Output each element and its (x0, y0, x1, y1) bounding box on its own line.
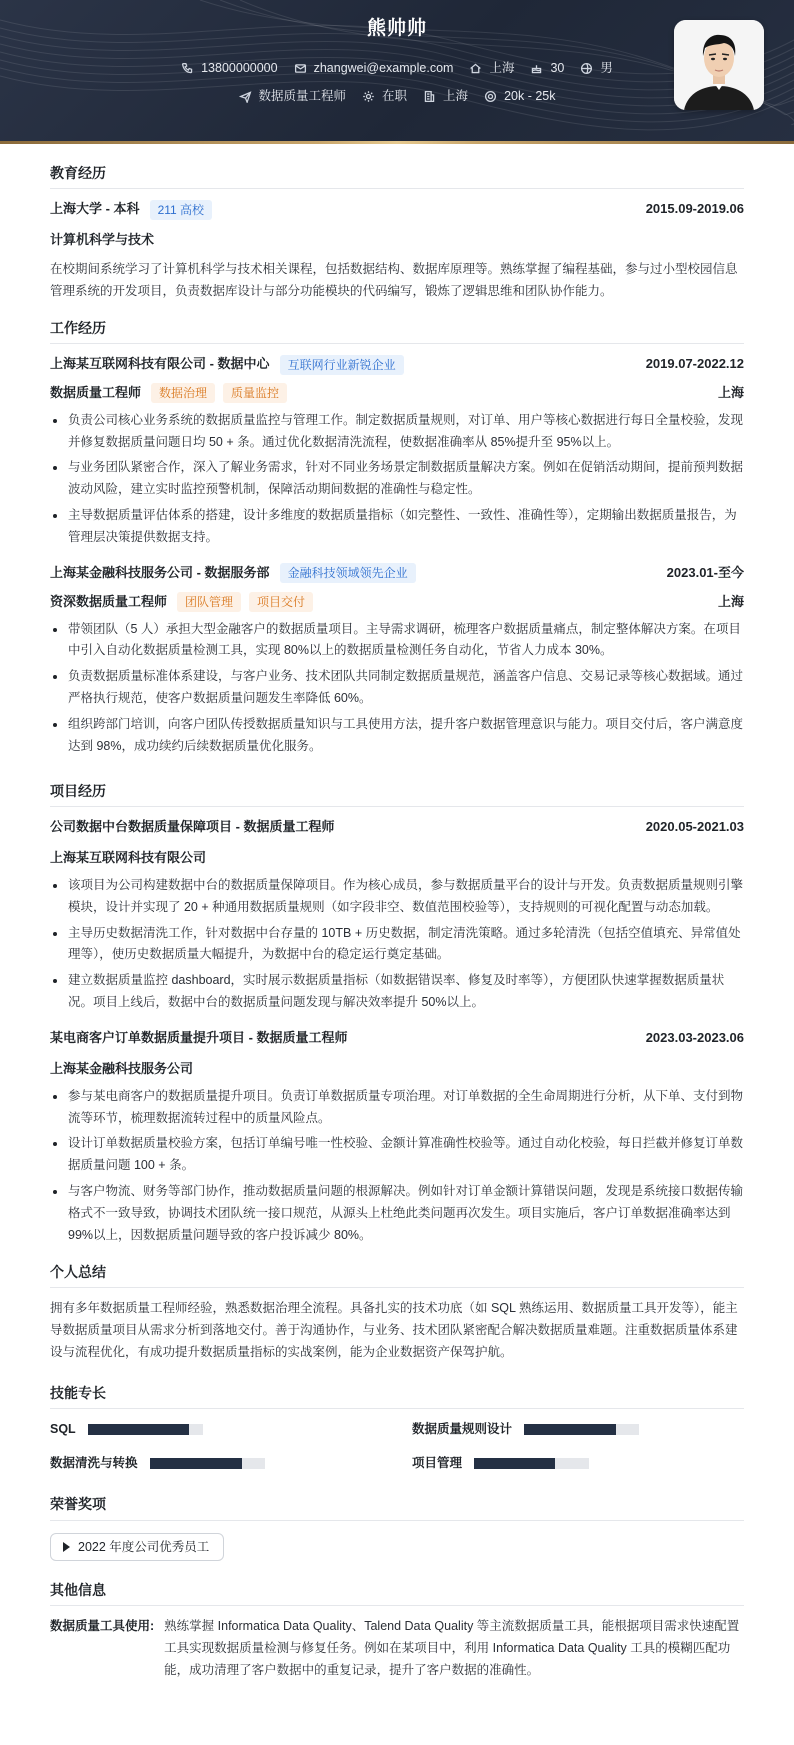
work-period: 2023.01-至今 (666, 564, 744, 580)
section-title-awards: 荣誉奖项 (50, 1493, 744, 1520)
other-info-text: 熟练掌握 Informatica Data Quality、Talend Data Quality 等主流数据质量工具，能根据项目需求快速配置工具实现数据质量检测与修复任务。例如在某项目中，利用 Informatica Data Quality 工具的模糊匹配功能，成功清理了客户数据中的重复记录，提升了客户数据的准确性。 (164, 1618, 740, 1677)
skill-bar-fill (88, 1424, 189, 1435)
skill-item (50, 1419, 382, 1439)
job-title: 数据质量工程师 (50, 384, 142, 400)
project-period: 2023.03-2023.06 (645, 1030, 744, 1046)
other-info-row (50, 1616, 744, 1682)
resume-header (0, 0, 794, 144)
education-description: 在校期间系统学习了计算机科学与技术相关课程，包括数据结构、数据库原理等。熟练掌握了编程基础，参与过小型校园信息管理系统的开发项目，负责数据库设计与部分功能模块的代码编写，锻炼了逻辑思维和团队协作能力。 (50, 261, 738, 298)
skill-bar (150, 1458, 265, 1469)
education-entry (50, 199, 744, 302)
skill-item (412, 1453, 744, 1473)
list-item: 主导历史数据清洗工作，针对数据中台存量的 10TB + 历史数据，制定清洗策略。通过多轮清洗（包括空值填充、异常值处理等），使历史数据质量大幅提升，为数据中台的稳定运行奠定基础。 (50, 923, 744, 967)
target-role-item (239, 86, 347, 106)
salary-item (484, 86, 555, 106)
target-role-text: 数据质量工程师 (258, 89, 347, 103)
status-text: 在职 (382, 89, 408, 103)
skill-name: 项目管理 (412, 1456, 463, 1471)
phone-text: 13800000000 (201, 61, 278, 75)
role-tag: 质量监控 (223, 383, 287, 403)
work-bullets (50, 410, 744, 549)
target-city-item (423, 86, 468, 106)
skill-bar-fill (474, 1458, 555, 1469)
school-name: 上海大学 - 本科 (50, 201, 140, 217)
other-info-label: 数据质量工具使用: (50, 1618, 155, 1633)
send-icon (239, 90, 252, 103)
section-title-work: 工作经历 (50, 317, 744, 344)
section-title-summary: 个人总结 (50, 1261, 744, 1288)
resume-body (0, 144, 794, 1682)
company-tag: 金融科技领域领先企业 (280, 563, 416, 583)
project-bullets (50, 1086, 744, 1247)
list-item: 组织跨部门培训，向客户团队传授数据质量知识与工具使用方法，提升客户数据管理意识与能力。项目交付后，客户满意度达到 98%，成功续约后续数据质量优化服务。 (50, 714, 744, 758)
job-title: 资深数据质量工程师 (50, 593, 168, 609)
project-org: 上海某互联网科技有限公司 (50, 850, 207, 865)
school-tag: 211 高校 (150, 200, 212, 220)
work-period: 2019.07-2022.12 (645, 356, 744, 372)
list-item: 主导数据质量评估体系的搭建，设计多维度的数据质量指标（如完整性、一致性、准确性等），定期输出数据质量报告，为管理层决策提供数据支持。 (50, 505, 744, 549)
email-item (294, 58, 454, 78)
section-title-projects: 项目经历 (50, 780, 744, 807)
list-item: 参与某电商客户的数据质量提升项目。负责订单数据质量专项治理。对订单数据的全生命周期进行分析，从下单、支付到物流等环节，梳理数据流转过程中的质量风险点。 (50, 1086, 744, 1130)
company-tag: 互联网行业新锐企业 (280, 355, 404, 375)
project-entry (50, 1028, 744, 1247)
list-item: 建立数据质量监控 dashboard，实时展示数据质量指标（如数据错误率、修复及时率等），方便团队快速掌握数据质量状况。项目上线后，数据中台的数据质量问题发现与解决效率提升 50%以上。 (50, 970, 744, 1014)
award-label: 2022 年度公司优秀员工 (78, 1539, 210, 1554)
home-icon (469, 62, 482, 75)
coin-icon (484, 90, 497, 103)
work-location: 上海 (717, 593, 744, 609)
project-period: 2020.05-2021.03 (645, 819, 744, 835)
header-gold-rule (0, 141, 794, 144)
phone-icon (181, 62, 194, 75)
skills-grid (50, 1419, 744, 1473)
candidate-name: 熊帅帅 (366, 18, 427, 39)
company-name: 上海某互联网科技有限公司 - 数据中心 (50, 356, 270, 372)
skill-name: SQL (50, 1422, 76, 1437)
section-title-other: 其他信息 (50, 1579, 744, 1606)
gender-item (580, 58, 613, 78)
status-item (362, 86, 407, 106)
building-icon (423, 90, 436, 103)
email-text: zhangwei@example.com (313, 61, 454, 75)
list-item: 该项目为公司构建数据中台的数据质量保障项目。作为核心成员，参与数据质量平台的设计与开发。负责数据质量规则引擎模块，设计并实现了 20 + 种通用数据质量规则（如字段非空、数值范围校验等），支持规则的可视化配置与动态加载。 (50, 875, 744, 919)
list-item: 带领团队（5 人）承担大型金融客户的数据质量项目。主导需求调研，梳理客户数据质量痛点，制定整体解决方案。在项目中引入自动化数据质量检测工具，实现 80%以上的数据质量检测任务自动化，节省人力成本 30%。 (50, 619, 744, 663)
skill-bar-fill (524, 1424, 616, 1435)
phone-item (181, 58, 277, 78)
avatar (674, 20, 764, 110)
skill-bar (474, 1458, 589, 1469)
education-period: 2015.09-2019.06 (645, 201, 744, 217)
gender-text: 男 (600, 61, 613, 75)
award-item[interactable] (50, 1533, 224, 1561)
list-item: 负责公司核心业务系统的数据质量监控与管理工作。制定数据质量规则，对订单、用户等核心数据进行每日全量校验，发现并修复数据质量问题日均 50 + 条。通过优化数据清洗流程，使数据准确率从 85%提升至 95%以上。 (50, 410, 744, 454)
skill-item (412, 1419, 744, 1439)
section-title-skills: 技能专长 (50, 1382, 744, 1409)
city-text: 上海 (489, 61, 515, 75)
gear-icon (362, 90, 375, 103)
section-title-education: 教育经历 (50, 162, 744, 189)
skill-bar (88, 1424, 203, 1435)
skill-name: 数据清洗与转换 (50, 1456, 138, 1471)
age-text: 30 (550, 61, 565, 75)
list-item: 与客户物流、财务等部门协作，推动数据质量问题的根源解决。例如针对订单金额计算错误问题，发现是系统接口数据传输格式不一致导致，协调技术团队统一接口规范，从源头上杜绝此类问题再次发生。项目实施后，客户订单数据准确率达到 99%以上，因数据质量问题导致的客户投诉减少 80%。 (50, 1181, 744, 1247)
cake-icon (530, 62, 543, 75)
education-head (50, 199, 744, 220)
salary-text: 20k - 25k (504, 89, 556, 103)
project-title: 某电商客户订单数据质量提升项目 - 数据质量工程师 (50, 1030, 348, 1046)
list-item: 与业务团队紧密合作，深入了解业务需求，针对不同业务场景定制数据质量解决方案。例如在促销活动期间，提前预判数据波动风险，建立实时监控预警机制，保障活动期间数据的准确性与稳定性。 (50, 457, 744, 501)
list-item: 负责数据质量标准体系建设，与客户业务、技术团队共同制定数据质量规范，涵盖客户信息、交易记录等核心数据域。通过严格执行规范，使客户数据质量问题发生率降低 60%。 (50, 666, 744, 710)
role-tag: 数据治理 (151, 383, 215, 403)
skill-item (50, 1453, 382, 1473)
list-item: 设计订单数据质量校验方案，包括订单编号唯一性校验、金额计算准确性校验等。通过自动化校验，每日拦截并修复订单数据质量问题 100 + 条。 (50, 1133, 744, 1177)
role-tag: 团队管理 (177, 592, 241, 612)
skill-bar-fill (150, 1458, 242, 1469)
work-bullets (50, 619, 744, 758)
summary-text: 拥有多年数据质量工程师经验，熟悉数据治理全流程。具备扎实的技术功底（如 SQL 熟练运用、数据质量工具开发等），能主导数据质量项目从需求分析到落地交付。善于沟通协作，与业务、技术团队紧密配合解决数据质量难题。注重数据质量体系建设与流程优化，有成功提升数据质量指标的实战案例，能为企业数据资产保驾护航。 (50, 1301, 738, 1359)
mail-icon (294, 62, 307, 75)
company-name: 上海某金融科技服务公司 - 数据服务部 (50, 564, 270, 580)
target-city-text: 上海 (443, 89, 469, 103)
work-entry (50, 354, 744, 549)
project-entry (50, 817, 744, 1014)
caret-right-icon (63, 1542, 70, 1552)
project-bullets (50, 875, 744, 1014)
skill-bar (524, 1424, 639, 1435)
avatar-photo (674, 20, 764, 110)
age-item (530, 58, 564, 78)
role-tag: 项目交付 (249, 592, 313, 612)
work-location: 上海 (717, 384, 744, 400)
skill-name: 数据质量规则设计 (412, 1422, 513, 1437)
major-name: 计算机科学与技术 (50, 232, 155, 248)
project-title: 公司数据中台数据质量保障项目 - 数据质量工程师 (50, 819, 335, 835)
work-entry (50, 563, 744, 758)
city-item (469, 58, 514, 78)
project-org: 上海某金融科技服务公司 (50, 1060, 194, 1076)
user-circle-icon (580, 62, 593, 75)
